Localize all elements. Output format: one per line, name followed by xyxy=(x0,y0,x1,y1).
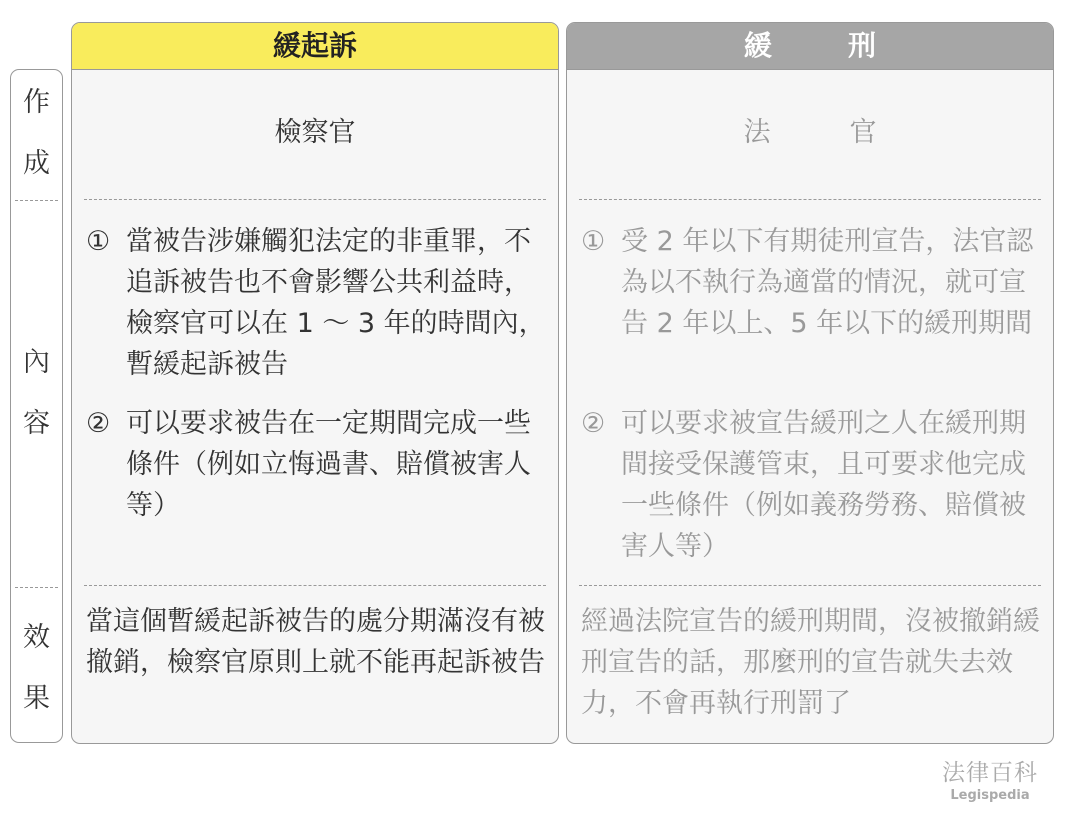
row-label-maker: 作 成 xyxy=(23,87,50,179)
row-header-column xyxy=(10,69,63,743)
probation-title: 緩 刑 xyxy=(567,23,1053,70)
row-divider xyxy=(15,200,58,201)
probation-item-2 xyxy=(581,403,1043,567)
deferred-prosecution-title: 緩起訴 xyxy=(72,23,558,70)
item-text: 可以要求被宣告緩刑之人在緩刑期間接受保護管束，且可要求他完成一些條件（例如義務勞務、賠償被害人等） xyxy=(621,408,1026,562)
deferred-prosecution-panel xyxy=(71,22,559,744)
item-number: ② xyxy=(581,408,606,439)
cell-divider xyxy=(579,585,1041,586)
deferred-prosecution-maker: 檢察官 xyxy=(274,117,356,148)
cell-divider xyxy=(84,585,546,586)
row-divider xyxy=(15,587,58,588)
item-number: ① xyxy=(581,226,606,257)
row-label-content: 內 容 xyxy=(23,347,50,439)
item-text: 當被告涉嫌觸犯法定的非重罪，不追訴被告也不會影響公共利益時，檢察官可以在 1 ～ 3 年的時間內，暫緩起訴被告 xyxy=(126,226,546,380)
logo-text: 法律百科 xyxy=(942,760,1038,786)
probation-panel xyxy=(566,22,1054,744)
deferred-prosecution-item-1 xyxy=(86,221,548,385)
item-text: 受 2 年以下有期徒刑宣告，法官認為以不執行為適當的情況，就可宣告 2 年以上、5 年以下的緩刑期間 xyxy=(621,226,1034,339)
item-text: 可以要求被告在一定期間完成一些條件（例如立悔過書、賠償被害人等） xyxy=(126,408,531,521)
probation-item-1 xyxy=(581,221,1043,344)
logo-subtext: Legispedia xyxy=(950,788,1030,803)
deferred-prosecution-item-2 xyxy=(86,403,548,526)
legispedia-logo xyxy=(915,758,1065,804)
item-number: ① xyxy=(86,226,111,257)
item-number: ② xyxy=(86,408,111,439)
cell-divider xyxy=(84,199,546,200)
deferred-prosecution-effect: 當這個暫緩起訴被告的處分期滿沒有被撤銷，檢察官原則上就不能再起訴被告 xyxy=(86,606,545,678)
cell-divider xyxy=(579,199,1041,200)
probation-maker: 法 官 xyxy=(743,117,903,148)
row-label-effect: 效 果 xyxy=(23,622,50,714)
probation-effect: 經過法院宣告的緩刑期間，沒被撤銷緩刑宣告的話，那麼刑的宣告就失去效力，不會再執行刑罰了 xyxy=(581,606,1040,719)
